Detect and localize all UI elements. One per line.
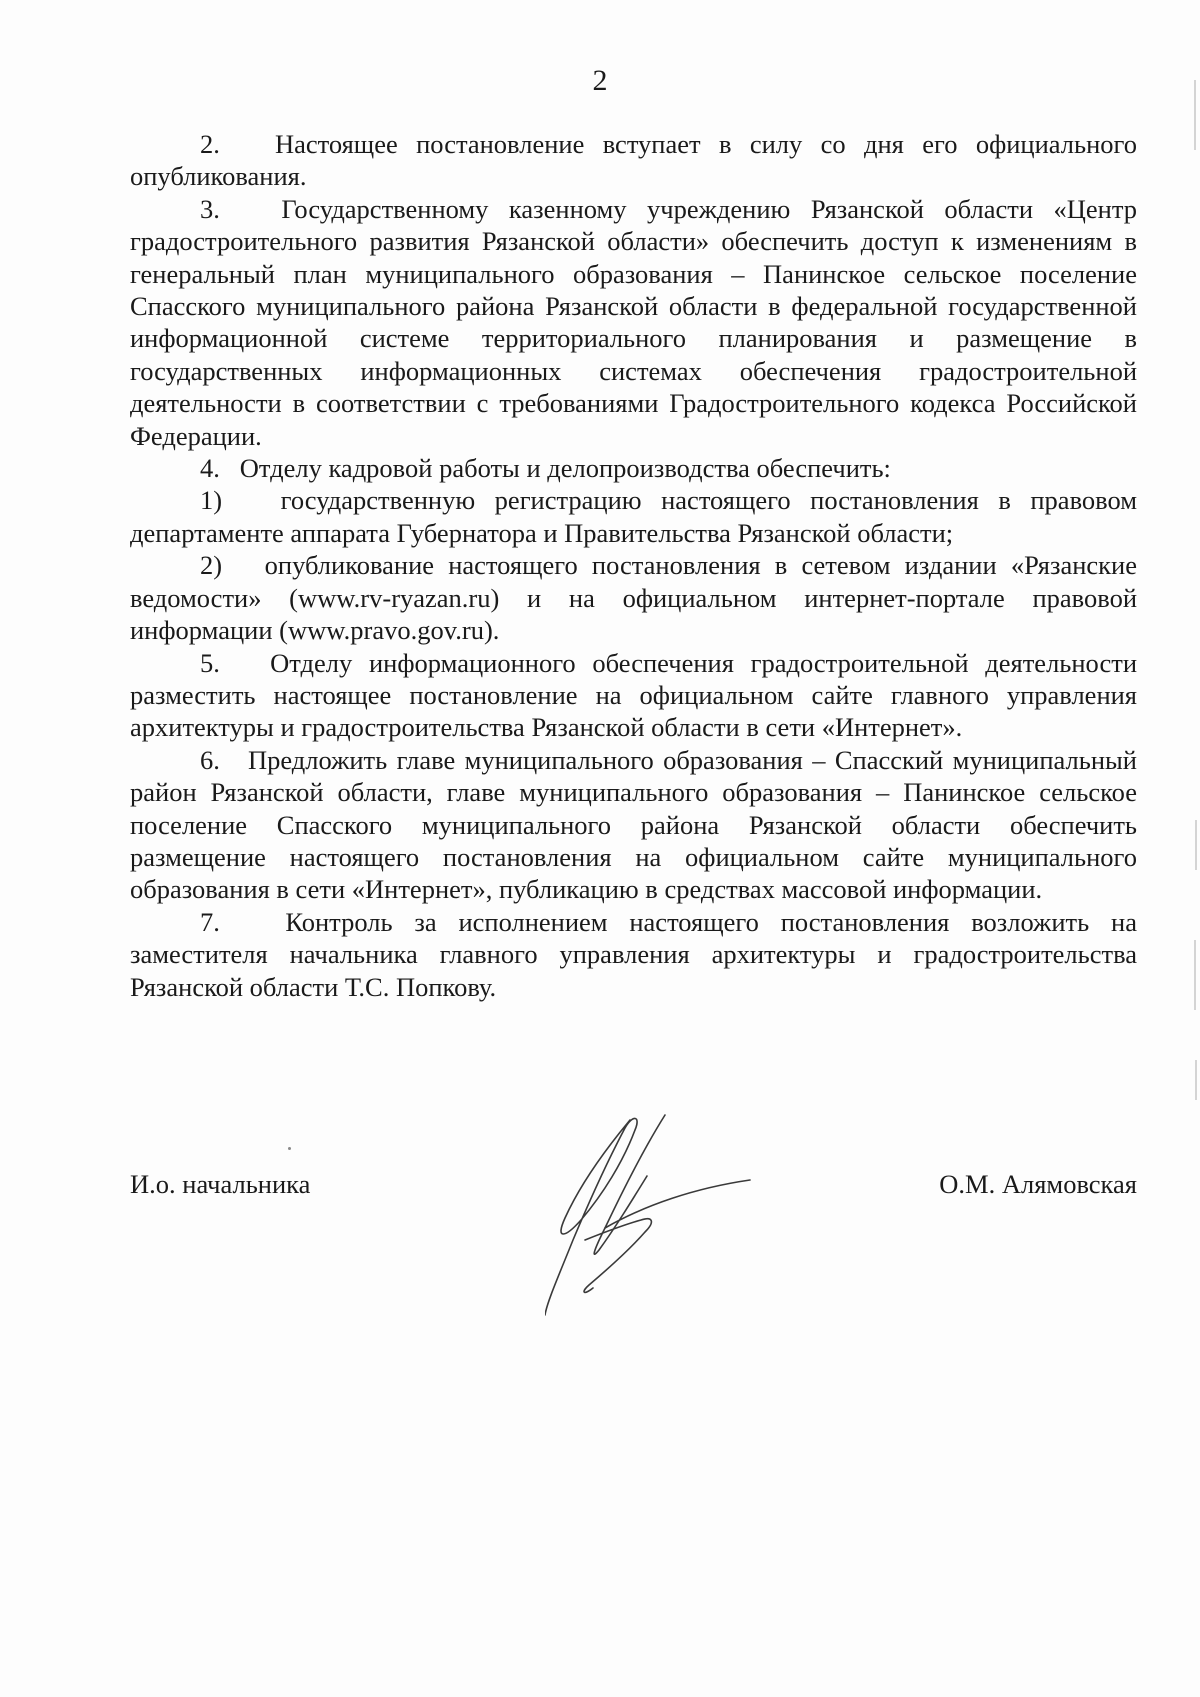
paragraph-4-item-2: 2) опубликование настоящего постановления в сетевом издании «Рязанские ведомости» (www.rv-ryazan.ru) и на официальном интернет-портале правовой информации (www.pravo.gov.ru). — [130, 550, 1137, 646]
handwritten-signature — [545, 1110, 795, 1330]
document-body — [130, 128, 1137, 1003]
paragraph-4-item-1: 1) государственную регистрацию настоящего постановления в правовом департаменте аппарата Губернатора и Правительства Рязанской области; — [130, 485, 1137, 548]
signer-position: И.о. начальника — [130, 1169, 311, 1199]
paragraph-3: 3. Государственному казенному учреждению Рязанской области «Центр градостроительного развития Рязанской области» обеспечить доступ к изменениям в генеральный план муниципального образования – Панинское сельское поселение Спасского муниципального района Рязанской области в федеральной государственной информационной системе территориального планирования и размещение в государственных информационных системах обеспечения градостроительной деятельности в соответствии с требованиями Градостроительного кодекса Российской Федерации. — [130, 193, 1137, 451]
paragraph-4: 4. Отделу кадровой работы и делопроизводства обеспечить: — [200, 453, 891, 484]
paragraph-2: 2. Настоящее постановление вступает в силу со дня его официального опубликования. — [130, 129, 1137, 192]
scan-speck — [288, 1147, 291, 1150]
page-number: 2 — [592, 64, 608, 97]
scan-edge-marks — [1192, 0, 1200, 1697]
signer-name: О.М. Алямовская — [939, 1169, 1137, 1199]
paragraph-7: 7. Контроль за исполнением настоящего постановления возложить на заместителя начальника главного управления архитектуры и градостроительства Рязанской области Т.С. Попкову. — [130, 906, 1137, 1002]
paragraph-6: 6. Предложить главе муниципального образования – Спасский муниципальный район Рязанской области, главе муниципального образования – Панинское сельское поселение Спасского муниципального района Рязанской области обеспечить размещение настоящего постановления на официальном сайте муниципального образования в сети «Интернет», публикацию в средствах массовой информации. — [130, 744, 1137, 905]
paragraph-5: 5. Отделу информационного обеспечения градостроительной деятельности разместить настоящее постановление на официальном сайте главного управления архитектуры и градостроительства Рязанской области в сети «Интернет». — [130, 647, 1137, 743]
